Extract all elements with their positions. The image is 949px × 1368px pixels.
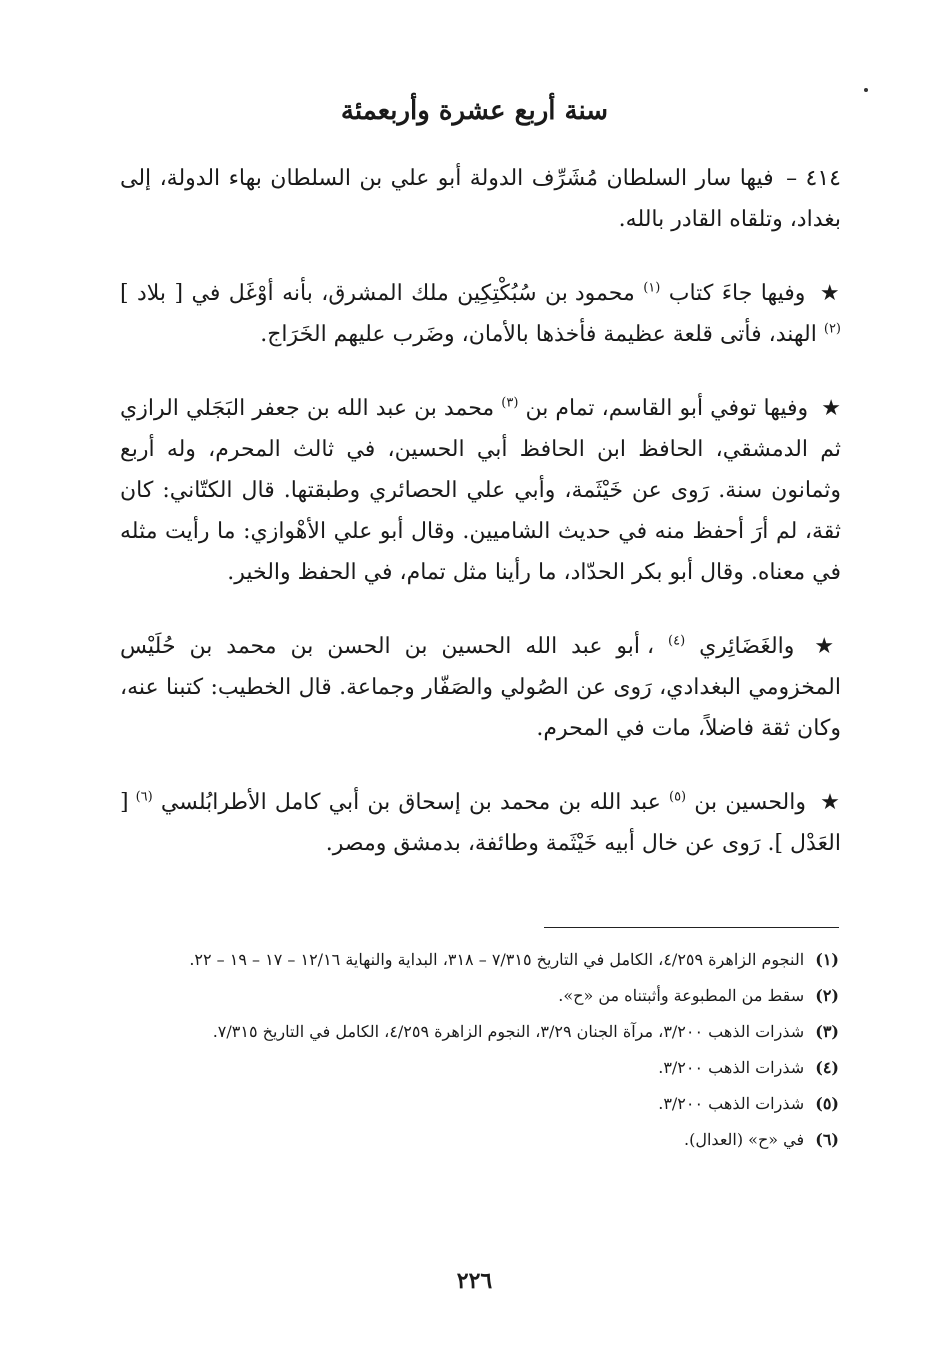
footnote-5 [128, 1086, 839, 1122]
entry-text: [ العَدْل ]. رَوى عن خال أبيه خَيْثَمة وطائفة، بدمشق ومصر. [120, 790, 841, 856]
entry-text: والغَضَائِري [699, 634, 795, 659]
entry-text: ، أبو عبد الله الحسين بن الحسن بن محمد بن حُلَيْس المخزومي البغدادي، رَوى عن الصُولي والصَفّار وجماعة. قال الخطيب: كتبنا عنه، وكان ثقة فاضلاً، مات في المحرم. [120, 634, 841, 741]
footnote-text: في «ح» (العدال). [684, 1130, 805, 1149]
entry-text: محمد بن عبد الله بن جعفر البَجَلي الرازي ثم الدمشقي، الحافظ ابن الحافظ أبي الحسين، في ثالث المحرم، وله أربع وثمانون سنة. رَوى عن خَيْثَمة، وأبي علي الحصائري وطبقتها. قال الكتّاني: كان ثقة، لم أرَ أحفظ منه في حديث الشاميين. وقال أبو علي الأهْوازي: ما رأيت مثله في معناه. وقال أبو بكر الحدّاد، ما رأينا مثل تمام، في الحفظ والخير. [120, 396, 841, 585]
page-number: ٢٢٦ [456, 1268, 493, 1294]
entry-text: الهند، فأتى قلعة عظيمة فأخذها بالأمان، وضَرب عليهم الخَرَاج. [260, 322, 817, 347]
entry-text: عبد الله بن محمد بن إسحاق بن أبي كامل الأطرابُلسي [160, 790, 661, 815]
footnote-number: (٤) [815, 1058, 839, 1077]
footnote-number: (٣) [815, 1022, 839, 1041]
star-icon: ★ [814, 634, 841, 659]
print-speck [864, 88, 868, 92]
entry-text: وفيها جاءَ كتاب [668, 281, 806, 306]
footnote-3 [128, 1014, 839, 1050]
entry-tammam [120, 388, 841, 593]
footnote-text: شذرات الذهب ٣/٢٠٠، مرآة الجنان ٣/٢٩، النجوم الزاهرة ٤/٢٥٩، الكامل في التاريخ ٧/٣١٥. [212, 1022, 805, 1041]
footnote-text: شذرات الذهب ٣/٢٠٠. [658, 1094, 805, 1113]
footnote-ref: (٣) [501, 395, 519, 411]
footnote-ref: (٢) [823, 321, 841, 337]
entry-marker: ٤١٤ – [786, 166, 841, 191]
footnote-number: (٦) [815, 1130, 839, 1149]
footnote-ref: (٦) [135, 789, 153, 805]
footnote-text: النجوم الزاهرة ٤/٢٥٩، الكامل في التاريخ ٧/٣١٥ – ٣١٨، البداية والنهاية ١٢/١٦ – ١٧ – ١٩ – ٢٢. [189, 950, 805, 969]
footnote-2 [128, 978, 839, 1014]
star-icon: ★ [820, 790, 842, 815]
entry-text: محمود بن سُبُكْتِكِين ملك المشرق، بأنه أوْغَل في [ بلاد ] [120, 281, 635, 306]
footnotes [128, 942, 839, 1158]
entry-husayn-atrabulusi [120, 782, 841, 864]
footnote-divider [544, 927, 839, 928]
footnote-4 [128, 1050, 839, 1086]
footnote-ref: (١) [643, 280, 661, 296]
entry-mahmud-letter [120, 273, 841, 355]
footnote-1 [128, 942, 839, 978]
footnote-number: (٢) [815, 986, 839, 1005]
entry-text: فيها سار السلطان مُشَرِّف الدولة أبو علي بن السلطان بهاء الدولة، إلى بغداد، وتلقاه القادر بالله. [120, 166, 841, 232]
main-text [120, 158, 841, 897]
entry-year-414 [120, 158, 841, 240]
entry-ghadairi [120, 626, 841, 749]
footnote-number: (١) [815, 950, 839, 969]
footnote-6 [128, 1122, 839, 1158]
entry-text: وفيها توفي أبو القاسم، تمام بن [525, 396, 809, 421]
footnote-number: (٥) [815, 1094, 839, 1113]
entry-text: والحسين بن [694, 790, 806, 815]
page-title: سنة أربع عشرة وأربعمئة [340, 96, 609, 126]
footnote-ref: (٥) [668, 789, 687, 805]
footnote-ref: (٤) [668, 633, 686, 649]
star-icon: ★ [819, 281, 842, 306]
footnote-text: سقط من المطبوعة وأثبتناه من «ح». [558, 986, 805, 1005]
star-icon: ★ [821, 396, 842, 421]
footnote-text: شذرات الذهب ٣/٢٠٠. [658, 1058, 805, 1077]
